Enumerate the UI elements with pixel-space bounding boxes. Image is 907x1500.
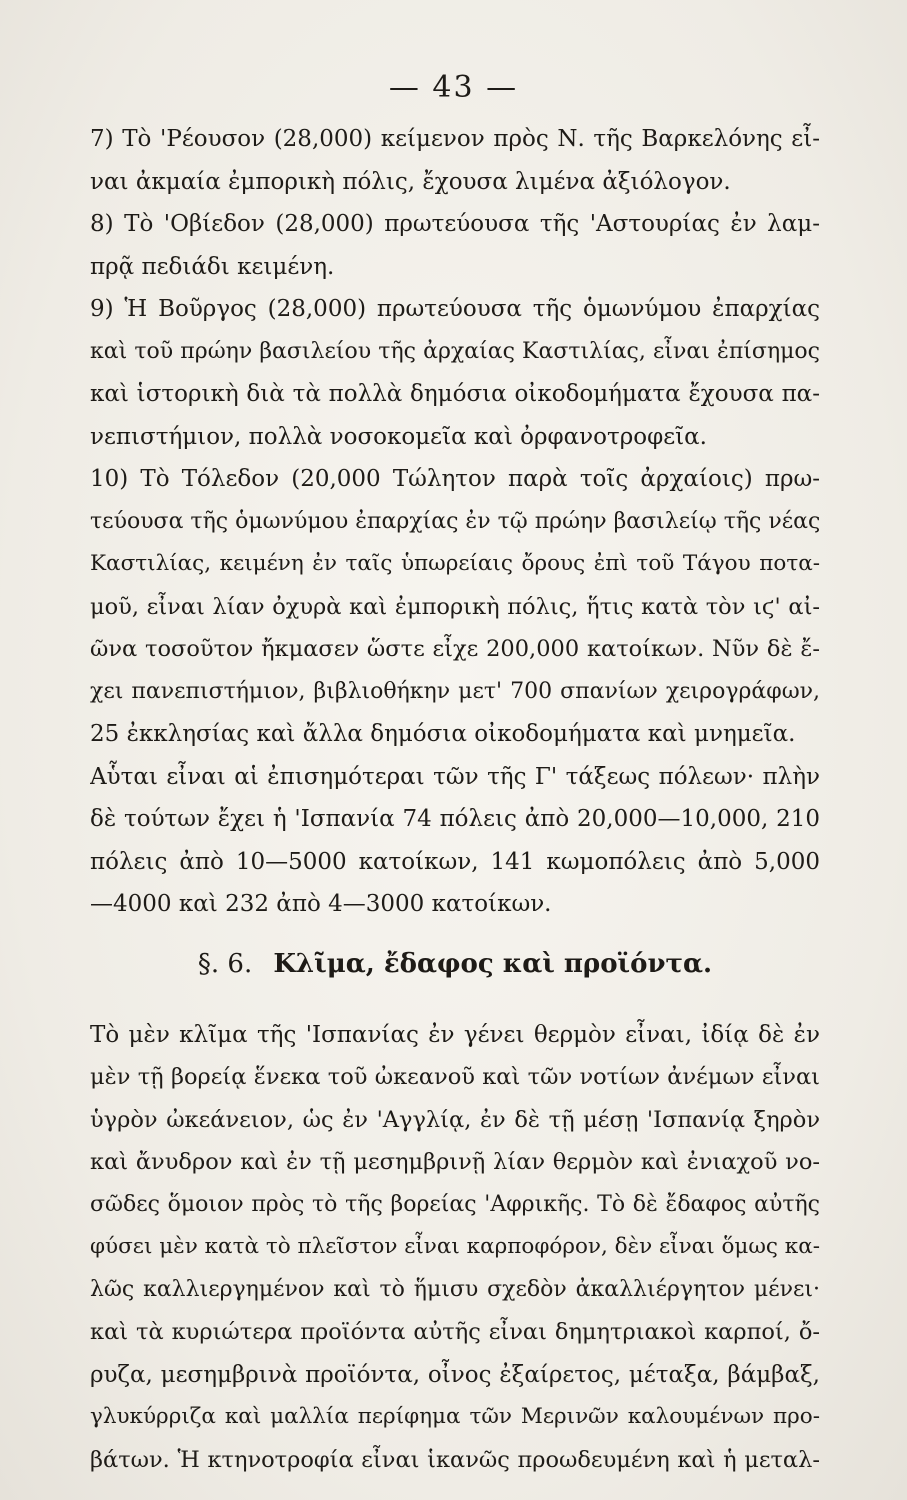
text-line: μοῦ, εἶναι λίαν ὀχυρὰ καὶ ἐμπορικὴ πόλις, ἥτις κατὰ τὸν ιϛ' αἰ-: [90, 593, 820, 620]
text-line: καὶ τὰ κυριώτερα προϊόντα αὐτῆς εἶναι δημητριακοὶ καρποί, ὄ-: [90, 1319, 820, 1345]
section-heading: [90, 934, 820, 994]
text-line: πόλεις ἀπὸ 10—5000 κατοίκων, 141 κωμοπόλεις ἀπὸ 5,000: [90, 848, 820, 875]
text-line: βάτων. Ἡ κτηνοτροφία εἶναι ἱκανῶς προωδευμένη καὶ ἡ μεταλ-: [90, 1446, 820, 1473]
text-line: 8) Τὸ 'Οβίεδον (28,000) πρωτεύουσα τῆς 'Αστουρίας ἐν λαμ-: [90, 211, 820, 237]
text-line: καὶ ἄνυδρον καὶ ἐν τῇ μεσημβρινῇ λίαν θερμὸν καὶ ἐνιαχοῦ νο-: [90, 1149, 820, 1175]
text-line: δὲ τούτων ἔχει ἡ 'Ισπανία 74 πόλεις ἀπὸ 20,000—10,000, 210: [90, 806, 820, 832]
paragraph-climate: [90, 1014, 820, 1482]
text-line: πρᾷ πεδιάδι κειμένη.: [90, 253, 335, 280]
text-line: Τὸ μὲν κλῖμα τῆς 'Ισπανίας ἐν γένει θερμὸν εἶναι, ἰδίᾳ δὲ ἐν: [90, 1021, 820, 1048]
text-line: 10) Τὸ Τόλεδον (20,000 Τώλητον παρὰ τοῖς ἀρχαίοις) πρω-: [90, 466, 820, 492]
text-line: χει πανεπιστήμιον, βιβλιοθήκην μετ' 700 σπανίων χειρογράφων,: [90, 678, 820, 704]
text-line: Καστιλίας, κειμένη ἐν ταῖς ὑπωρείαις ὄρους ἐπὶ τοῦ Τάγου ποτα-: [90, 551, 820, 576]
text-line: ρυζα, μεσημβρινὰ προϊόντα, οἶνος ἐξαίρετος, μέταξα, βάμβαξ,: [90, 1361, 820, 1388]
text-line: μὲν τῇ βορείᾳ ἕνεκα τοῦ ὠκεανοῦ καὶ τῶν νοτίων ἀνέμων εἶναι: [90, 1064, 820, 1090]
text-line: γλυκύρριζα καὶ μαλλία περίφημα τῶν Μερινῶν καλουμένων προ-: [90, 1404, 820, 1429]
text-line: φύσει μὲν κατὰ τὸ πλεῖστον εἶναι καρποφόρον, δὲν εἶναι ὅμως κα-: [90, 1234, 820, 1259]
text-line: καὶ ἱστορικὴ διὰ τὰ πολλὰ δημόσια οἰκοδομήματα ἔχουσα πα-: [90, 381, 820, 407]
paragraphs-cities: [90, 118, 820, 926]
text-line: καὶ τοῦ πρώην βασιλείου τῆς ἀρχαίας Καστιλίας, εἶναι ἐπίσημος: [90, 338, 820, 364]
text-line: ῶνα τοσοῦτον ἤκμασεν ὥστε εἶχε 200,000 κατοίκων. Νῦν δὲ ἔ-: [90, 636, 820, 662]
text-line: —4000 καὶ 232 ἀπὸ 4—3000 κατοίκων.: [90, 891, 552, 917]
text-line: Αὗται εἶναι αἱ ἐπισημότεραι τῶν τῆς Γ' τάξεως πόλεων· πλὴν: [90, 763, 820, 790]
text-line: σῶδες ὅμοιον πρὸς τὸ τῆς βορείας 'Αφρικῆς. Τὸ δὲ ἔδαφος αὐτῆς: [90, 1191, 820, 1217]
text-line: ναι ἀκμαία ἐμπορικὴ πόλις, ἔχουσα λιμένα ἀξιόλογον.: [90, 168, 731, 195]
text-line: ὑγρὸν ὠκεάνειον, ὡς ἐν 'Αγγλίᾳ, ἐν δὲ τῇ μέσῃ 'Ισπανίᾳ ξηρὸν: [90, 1106, 820, 1133]
text-line: 9) Ἡ Βοῦργος (28,000) πρωτεύουσα τῆς ὁμωνύμου ἐπαρχίας: [90, 296, 820, 322]
section-number: §. 6.: [197, 948, 253, 979]
text-line: 25 ἐκκλησίας καὶ ἄλλα δημόσια οἰκοδομήματα καὶ μνημεῖα.: [90, 721, 796, 747]
text-line: λῶς καλλιεργημένον καὶ τὸ ἥμισυ σχεδὸν ἀκαλλιέργητον μένει·: [90, 1276, 820, 1302]
page-number: — 43 —: [388, 70, 519, 105]
text-line: 7) Τὸ 'Ρέουσον (28,000) κείμενον πρὸς Ν. τῆς Βαρκελόνης εἶ-: [90, 126, 820, 152]
text-line: νεπιστήμιον, πολλὰ νοσοκομεῖα καὶ ὀρφανοτροφεῖα.: [90, 423, 707, 450]
page-text: [90, 118, 820, 1481]
section-title: Κλῖμα, ἔδαφος καὶ προϊόντα.: [273, 948, 713, 979]
text-line: τεύουσα τῆς ὁμωνύμου ἐπαρχίας ἐν τῷ πρώην βασιλείῳ τῆς νέας: [90, 508, 820, 534]
